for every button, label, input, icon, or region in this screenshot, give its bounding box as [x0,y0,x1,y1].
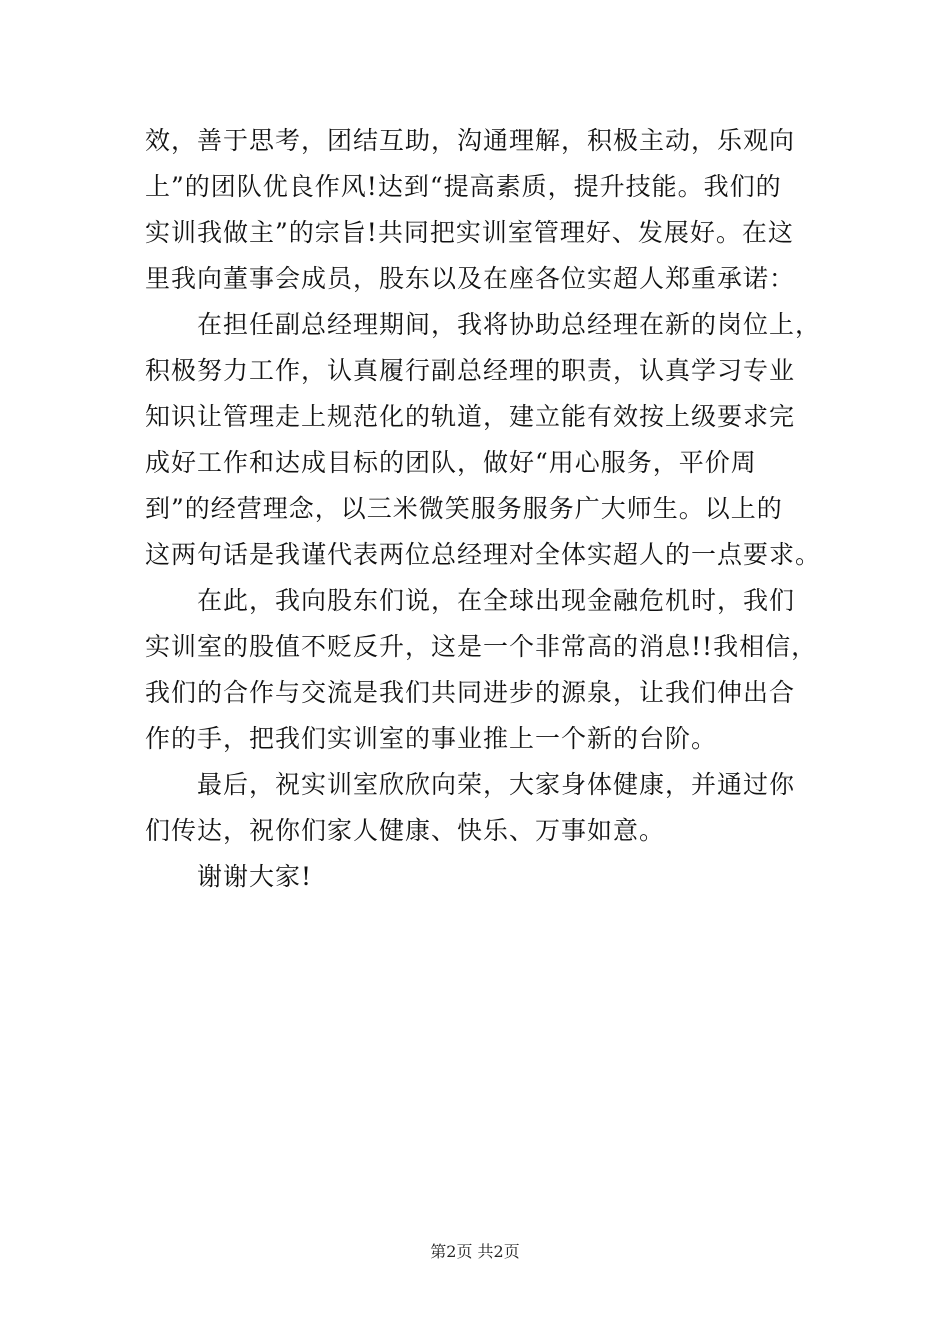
text-line: 作的手，把我们实训室的事业推上一个新的台阶。 [145,724,718,753]
text-line: 到”的经营理念，以三米微笑服务服务广大师生。以上的 [145,494,783,523]
text-line: 最后，祝实训室欣欣向荣，大家身体健康，并通过你 [197,770,796,799]
page-number-footer: 第2页 共2页 [430,1242,520,1261]
text-line: 实训室的股值不贬反升，这是一个非常高的消息!!我相信， [145,632,818,661]
text-line: 里我向董事会成员，股东以及在座各位实超人郑重承诺： [145,264,796,293]
text-line: 积极努力工作，认真履行副总经理的职责，认真学习专业 [145,356,796,385]
text-line: 上”的团队优良作风!达到“提高素质，提升技能。我们的 [145,172,782,201]
text-line: 这两句话是我谨代表两位总经理对全体实超人的一点要求。 [145,540,822,569]
paragraph-promise [145,302,822,578]
text-line: 知识让管理走上规范化的轨道，建立能有效按上级要求完 [145,402,796,431]
text-line: 在此，我向股东们说，在全球出现金融危机时，我们 [197,586,796,615]
text-line: 成好工作和达成目标的团队，做好“用心服务，平价周 [145,448,757,477]
paragraph-shareholders [145,578,818,762]
paragraph-thanks [145,854,815,900]
text-line: 们传达，祝你们家人健康、快乐、万事如意。 [145,816,666,845]
text-line: 实训我做主”的宗旨!共同把实训室管理好、发展好。在这 [145,218,794,247]
text-line: 我们的合作与交流是我们共同进步的源泉，让我们伸出合 [145,678,796,707]
paragraph-wishes [145,762,815,854]
text-line: 效，善于思考，团结互助，沟通理解，积极主动，乐观向 [145,126,796,155]
paragraph-continuation [145,118,815,302]
text-line: 谢谢大家! [197,862,313,891]
text-line: 在担任副总经理期间，我将协助总经理在新的岗位上， [197,310,822,339]
document-body [145,118,822,900]
